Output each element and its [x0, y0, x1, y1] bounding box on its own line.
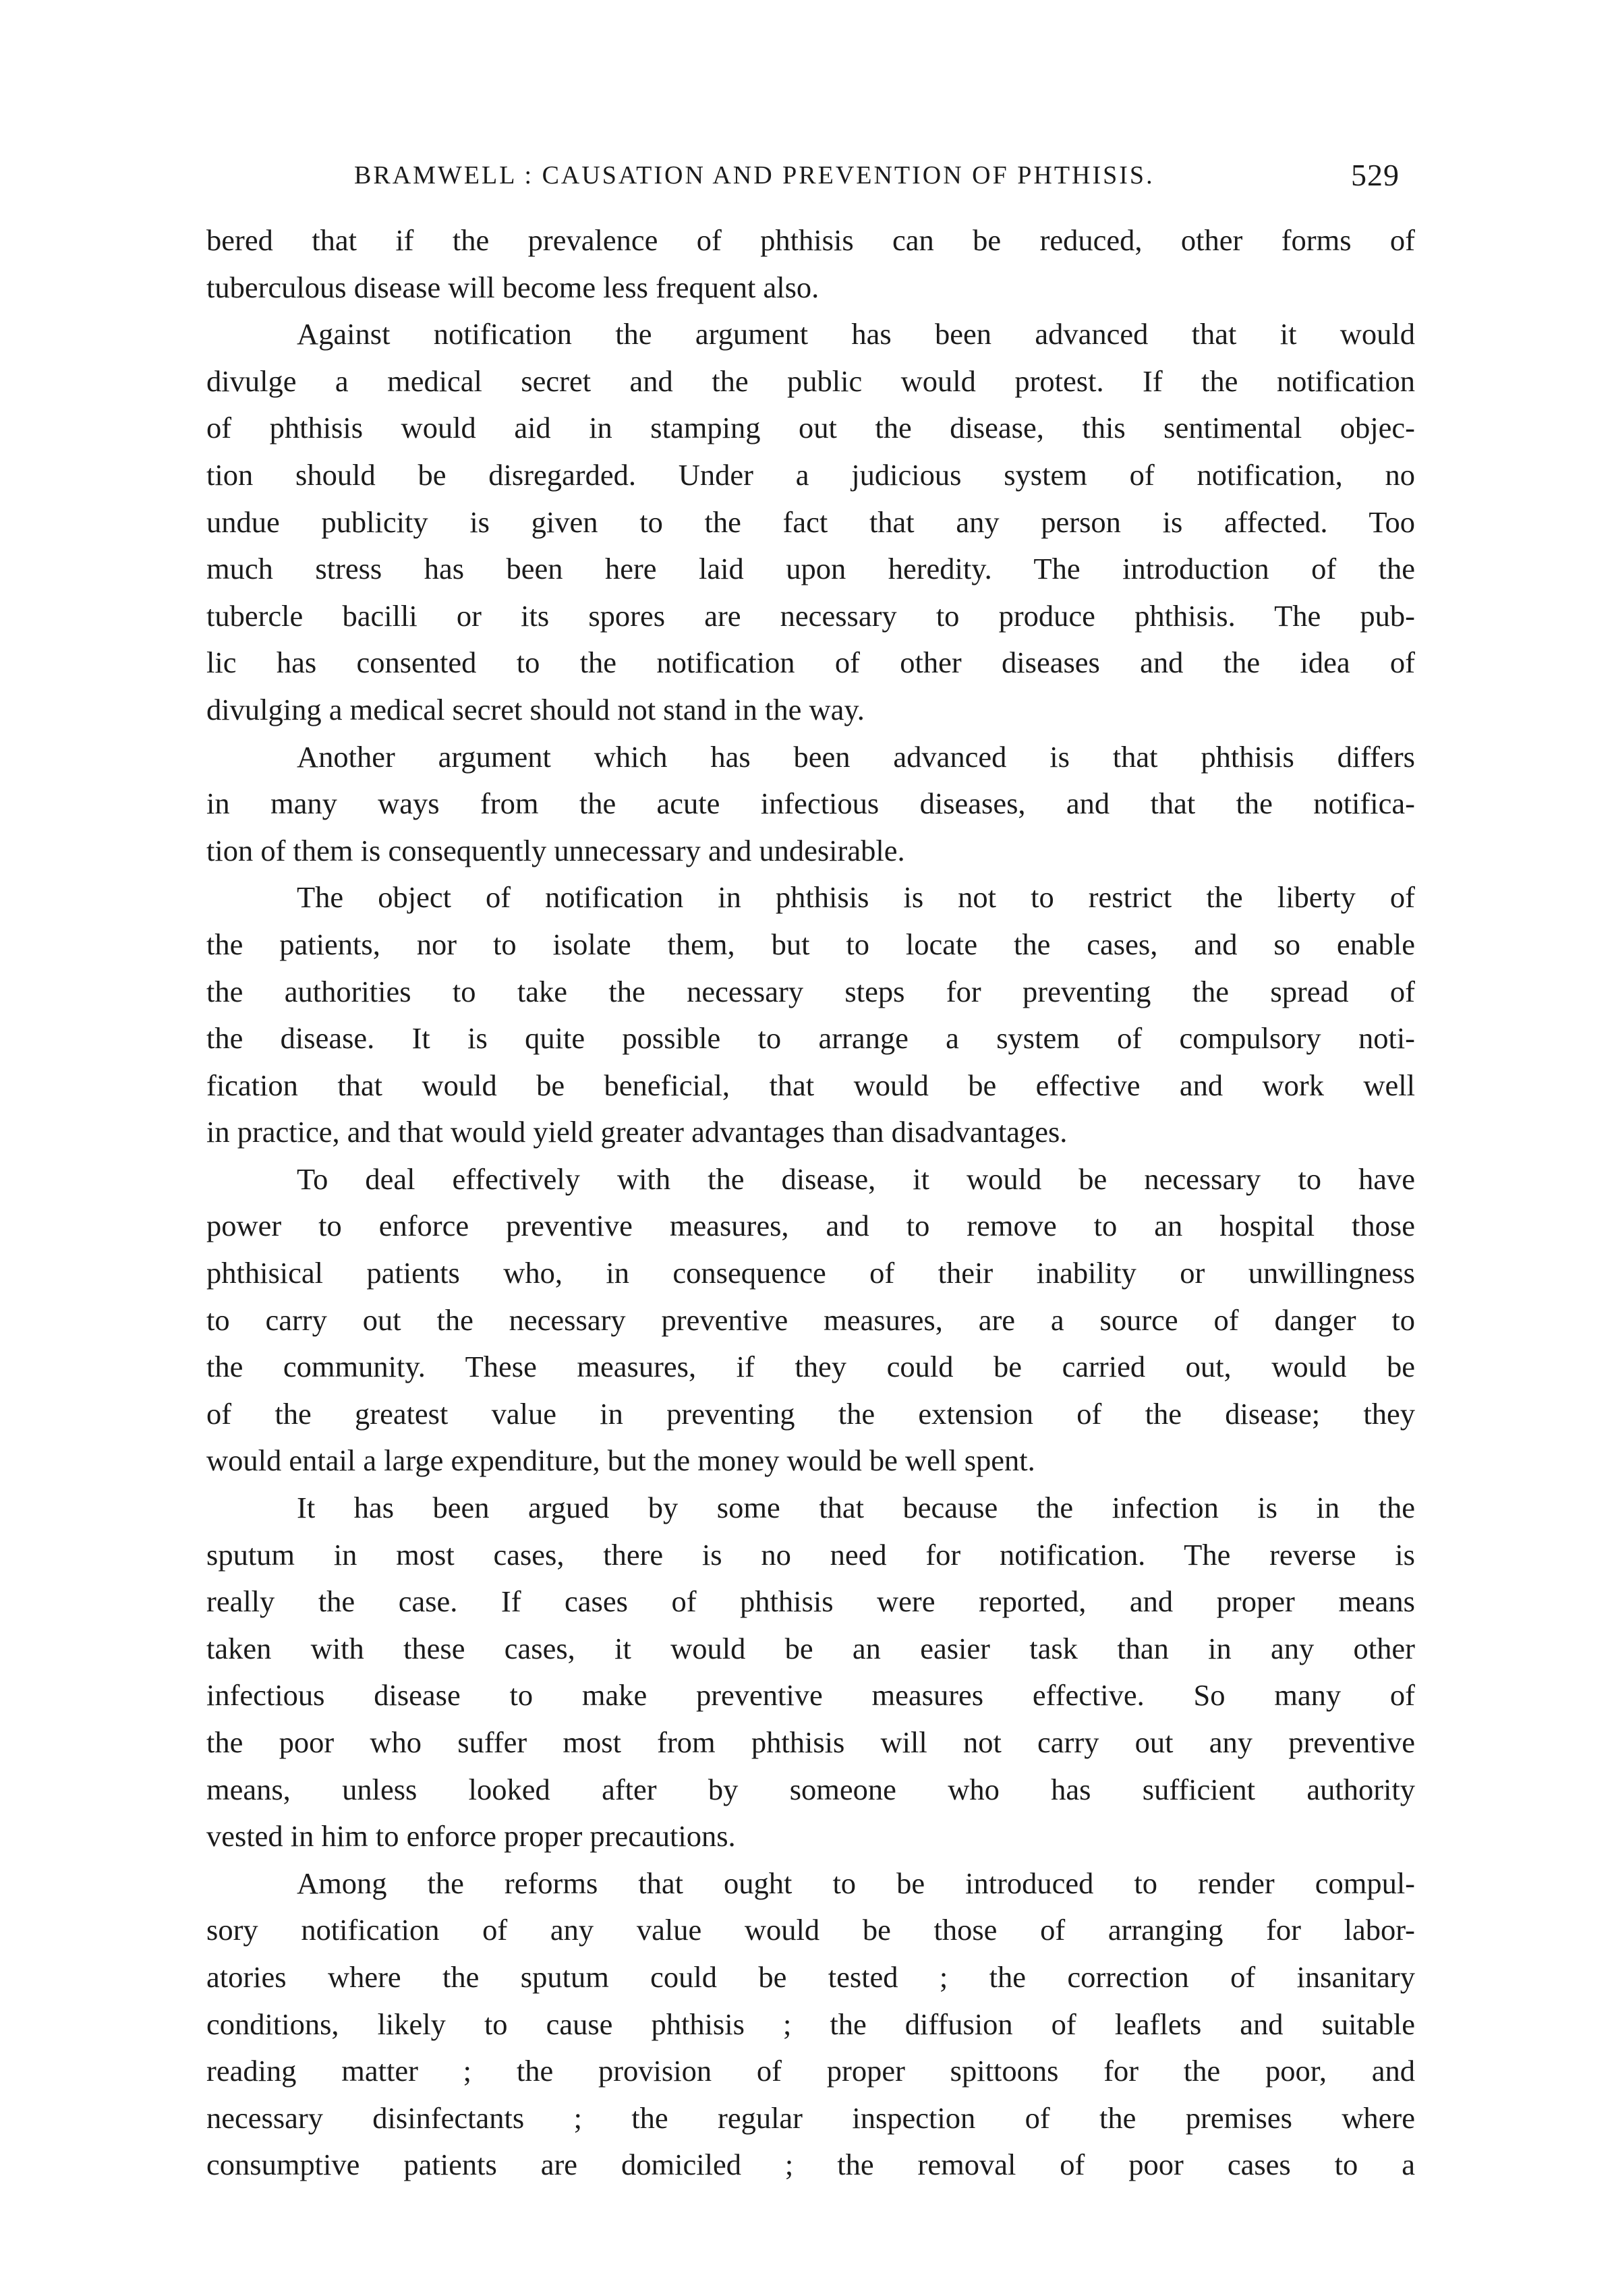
- text-line: necessary disinfectants ; the regular inspection of the premises where: [206, 2100, 1415, 2135]
- text-line: the disease. It is quite possible to arrange a system of compulsory noti-: [206, 1021, 1415, 1056]
- text-line: tion should be disregarded. Under a judicious system of notification, no: [206, 457, 1415, 492]
- text-line: the patients, nor to isolate them, but to locate the cases, and so enable: [206, 927, 1415, 961]
- text-line: Another argument which has been advanced is that phthisis differs: [297, 739, 1415, 774]
- text-line: bered that if the prevalence of phthisis can be reduced, other forms of: [206, 223, 1415, 257]
- text-line: much stress has been here laid upon heredity. The introduction of the: [206, 552, 1415, 586]
- text-line: reading matter ; the provision of proper spittoons for the poor, and: [206, 2054, 1415, 2088]
- text-line: the authorities to take the necessary steps for preventing the spread of: [206, 974, 1415, 1008]
- text-line: infectious disease to make preventive measures effective. So many of: [206, 1678, 1415, 1713]
- page-number: 529: [1351, 158, 1400, 192]
- text-line: would entail a large expenditure, but the money would be well spent.: [206, 1443, 1035, 1478]
- text-line: taken with these cases, it would be an easier task than in any other: [206, 1631, 1415, 1665]
- text-line: power to enforce preventive measures, and to remove to an hospital those: [206, 1209, 1415, 1243]
- text-line: Against notification the argument has been advanced that it would: [297, 317, 1415, 351]
- text-line: atories where the sputum could be tested ; the correction of insanitary: [206, 1959, 1415, 1994]
- text-line: sputum in most cases, there is no need for notification. The reverse is: [206, 1537, 1415, 1572]
- running-header: [354, 154, 1400, 197]
- text-line: tubercle bacilli or its spores are necessary to produce phthisis. The pub-: [206, 598, 1415, 633]
- text-line: really the case. If cases of phthisis were reported, and proper means: [206, 1584, 1415, 1619]
- text-line: It has been argued by some that because the infection is in the: [297, 1491, 1415, 1525]
- text-line: Among the reforms that ought to be introduced to render compul-: [297, 1866, 1415, 1900]
- text-line: consumptive patients are domiciled ; the removal of poor cases to a: [206, 2148, 1415, 2182]
- text-line: conditions, likely to cause phthisis ; the diffusion of leaflets and suitable: [206, 2007, 1415, 2041]
- text-line: The object of notification in phthisis is not to restrict the liberty of: [297, 880, 1415, 915]
- text-line: means, unless looked after by someone who has sufficient authority: [206, 1772, 1415, 1806]
- text-line: fication that would be beneficial, that would be effective and work well: [206, 1068, 1415, 1102]
- text-line: sory notification of any value would be those of arranging for labor-: [206, 1913, 1415, 1947]
- text-line: of the greatest value in preventing the extension of the disease; they: [206, 1396, 1415, 1431]
- text-line: in many ways from the acute infectious diseases, and that the notifica-: [206, 786, 1415, 821]
- text-line: tion of them is consequently unnecessary and undesirable.: [206, 833, 905, 867]
- text-line: To deal effectively with the disease, it would be necessary to have: [297, 1161, 1415, 1196]
- text-line: undue publicity is given to the fact that any person is affected. Too: [206, 505, 1415, 539]
- text-line: lic has consented to the notification of other diseases and the idea of: [206, 645, 1415, 680]
- text-line: in practice, and that would yield greater advantages than disadvantages.: [206, 1115, 1068, 1149]
- text-line: divulging a medical secret should not stand in the way.: [206, 692, 865, 726]
- text-line: phthisical patients who, in consequence of their inability or unwillingness: [206, 1256, 1415, 1290]
- text-line: the community. These measures, if they could be carried out, would be: [206, 1350, 1415, 1384]
- text-line: tuberculous disease will become less frequent also.: [206, 270, 819, 304]
- text-line: of phthisis would aid in stamping out the disease, this sentimental objec-: [206, 411, 1415, 445]
- text-line: divulge a medical secret and the public would protest. If the notification: [206, 364, 1415, 398]
- text-line: to carry out the necessary preventive measures, are a source of danger to: [206, 1302, 1415, 1337]
- running-title: BRAMWELL : CAUSATION AND PREVENTION OF PHTHISIS.: [354, 161, 1155, 190]
- article-body: [206, 217, 1415, 2189]
- text-line: the poor who suffer most from phthisis will not carry out any preventive: [206, 1725, 1415, 1759]
- text-line: vested in him to enforce proper precautions.: [206, 1819, 736, 1854]
